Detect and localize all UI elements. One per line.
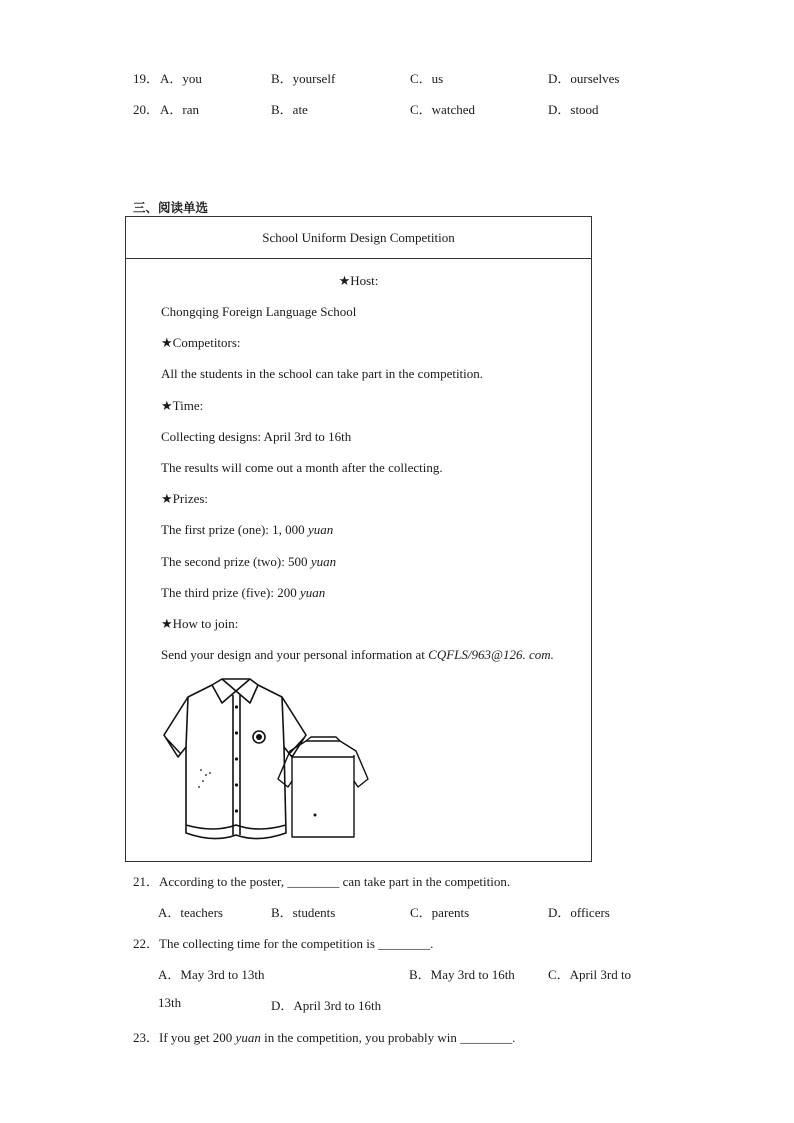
second-prize-text: The second prize (two): 500 bbox=[161, 554, 308, 569]
option-d: D．officers bbox=[548, 905, 610, 920]
join-label: ★How to join: bbox=[161, 616, 239, 631]
poster-title: School Uniform Design Competition bbox=[126, 217, 591, 259]
option-a: A．teachers bbox=[158, 905, 223, 920]
join-line bbox=[161, 647, 554, 663]
option-b: B．ate bbox=[271, 102, 308, 117]
third-prize bbox=[161, 585, 325, 601]
competitors-text: All the students in the school can take part in the competition. bbox=[161, 366, 484, 381]
option-c: C．us bbox=[410, 71, 444, 86]
poster-box bbox=[125, 216, 592, 862]
option-c: C．watched bbox=[410, 102, 475, 117]
option-c-continued: 13th bbox=[158, 995, 182, 1010]
collecting-text: Collecting designs: April 3rd to 16th bbox=[161, 429, 352, 444]
option-b: B．students bbox=[271, 905, 336, 920]
question-21-stem: 21．According to the poster, ________ can take part in the competition. bbox=[133, 874, 511, 889]
join-text: Send your design and your personal information at bbox=[161, 647, 425, 662]
host-label: ★Host: bbox=[338, 273, 379, 288]
competitors-label: ★Competitors: bbox=[161, 335, 241, 350]
question-number: 20． bbox=[133, 102, 160, 117]
option-a: A．May 3rd to 13th bbox=[158, 967, 265, 982]
second-prize bbox=[161, 554, 336, 570]
section-title: 三、阅读单选 bbox=[133, 200, 209, 215]
currency: yuan bbox=[310, 554, 337, 569]
currency: yuan bbox=[307, 522, 334, 537]
option-c: C．April 3rd to bbox=[548, 967, 632, 982]
email-address: CQFLS/963@126. com. bbox=[428, 647, 554, 662]
question-22-stem: 22．The collecting time for the competition is ________. bbox=[133, 936, 434, 951]
option-d: D．stood bbox=[548, 102, 599, 117]
first-prize bbox=[161, 522, 333, 538]
option-b: B．yourself bbox=[271, 71, 336, 86]
currency: yuan bbox=[235, 1030, 261, 1045]
time-label: ★Time: bbox=[161, 398, 204, 413]
prizes-label: ★Prizes: bbox=[161, 491, 209, 506]
option-a: A．ran bbox=[160, 102, 199, 117]
shirt-buttons bbox=[198, 705, 262, 812]
host-text: Chongqing Foreign Language School bbox=[161, 304, 357, 319]
option-d: D．April 3rd to 16th bbox=[271, 998, 382, 1013]
question-number: 19． bbox=[133, 71, 160, 86]
third-prize-text: The third prize (five): 200 bbox=[161, 585, 297, 600]
shirt-illustration bbox=[156, 675, 376, 845]
option-c: C．parents bbox=[410, 905, 470, 920]
currency: yuan bbox=[299, 585, 326, 600]
question-23-stem bbox=[133, 1027, 515, 1046]
option-d: D．ourselves bbox=[548, 71, 620, 86]
first-prize-text: The first prize (one): 1, 000 bbox=[161, 522, 305, 537]
option-b: B．May 3rd to 16th bbox=[409, 967, 515, 982]
results-text: The results will come out a month after the collecting. bbox=[161, 460, 443, 475]
question-23-text-start: 23．If you get 200 bbox=[133, 1030, 233, 1045]
question-23-text-end: in the competition, you probably win ________. bbox=[264, 1030, 516, 1045]
option-a: A．you bbox=[160, 71, 202, 86]
